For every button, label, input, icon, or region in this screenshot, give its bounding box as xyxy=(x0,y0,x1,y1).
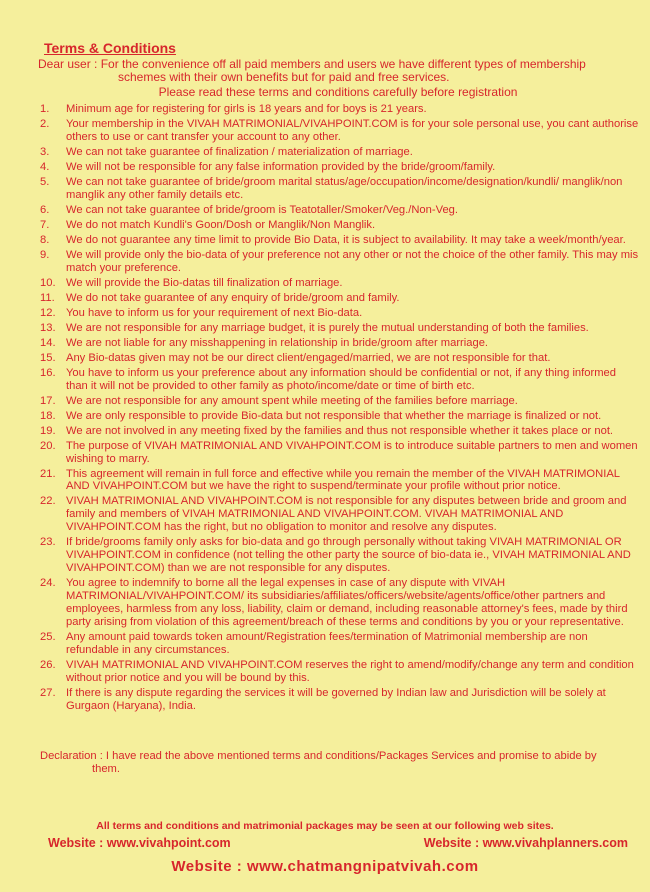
term-text: We are not liable for any misshappening in relationship in bride/groom after marriage. xyxy=(66,336,489,349)
term-item xyxy=(40,204,640,217)
term-number: 23. xyxy=(40,536,56,549)
term-number: 17. xyxy=(40,394,56,407)
term-item xyxy=(40,219,640,232)
term-number: 18. xyxy=(40,409,56,422)
term-item xyxy=(40,234,640,247)
term-number: 10. xyxy=(40,276,56,289)
term-text: VIVAH MATRIMONIAL AND VIVAHPOINT.COM reserves the right to amend/modify/change any term and condition without prior notice and you will be bound by this. xyxy=(66,658,634,684)
term-text: We will provide the Bio-datas till finalization of marriage. xyxy=(66,276,343,289)
term-number: 9. xyxy=(40,248,50,261)
term-item xyxy=(40,468,640,494)
term-number: 13. xyxy=(40,321,56,334)
term-text: We are not involved in any meeting fixed by the families and thus not responsible whether it takes place or not. xyxy=(66,424,614,437)
term-item xyxy=(40,352,640,365)
term-number: 2. xyxy=(40,118,50,130)
term-text: Your membership in the VIVAH MATRIMONIAL/VIVAHPOINT.COM is for your sole personal use, you cant authorise others to use or cant transfer your account to any other. xyxy=(66,118,639,143)
term-item xyxy=(40,425,640,438)
document-title: Terms & Conditions xyxy=(44,40,176,56)
declaration-line-1: Declaration : I have read the above mentioned terms and conditions/Packages Services and promise to abide by xyxy=(40,750,597,762)
term-number: 6. xyxy=(40,203,50,216)
term-number: 26. xyxy=(40,658,56,671)
term-number: 21. xyxy=(40,467,56,480)
term-item xyxy=(40,577,640,629)
term-text: We will not be responsible for any false information provided by the bride/groom/family. xyxy=(66,160,496,173)
term-text: This agreement will remain in full force and effective while you remain the member of the VIVAH MATRIMONIAL AND VIVAHPOINT.COM but we have the right to suspend/terminate your profile without prior notice. xyxy=(66,467,620,493)
term-item xyxy=(40,103,640,116)
term-number: 5. xyxy=(40,175,50,188)
terms-list xyxy=(40,103,640,715)
term-text: We do not guarantee any time limit to provide Bio Data, it is subject to availability. It may take a week/month/year. xyxy=(66,233,626,246)
term-number: 11. xyxy=(40,291,55,304)
term-text: VIVAH MATRIMONIAL AND VIVAHPOINT.COM is not responsible for any disputes between bride and groom and family and members of VIVAH MATRIMONIAL AND VIVAHPOINT.COM. VIVAH MATRIMONIAL AND VIVAHPOINT.COM has the right, but no obligation to monitor and resolve any disputes. xyxy=(66,495,627,534)
term-item xyxy=(40,249,640,275)
term-item xyxy=(40,337,640,350)
declaration-line-2: them. xyxy=(92,762,120,775)
term-text: We do not match Kundli's Goon/Dosh or Manglik/Non Manglik. xyxy=(66,218,376,231)
term-number: 27. xyxy=(40,686,56,699)
term-item xyxy=(40,367,640,393)
intro-line-1: Dear user : For the convenience off all paid members and users we have different types of membership xyxy=(38,57,586,71)
term-text: The purpose of VIVAH MATRIMONIAL AND VIVAHPOINT.COM is to introduce suitable partners to men and women wishing to marry. xyxy=(66,439,638,465)
term-number: 14. xyxy=(40,336,56,349)
term-number: 1. xyxy=(40,103,50,115)
term-item xyxy=(40,687,640,713)
term-item xyxy=(40,277,640,290)
declaration xyxy=(40,750,640,776)
term-text: You have to inform us for your requirement of next Bio-data. xyxy=(66,306,363,319)
term-number: 20. xyxy=(40,439,56,452)
term-item xyxy=(40,495,640,534)
term-text: You agree to indemnify to borne all the legal expenses in case of any dispute with VIVAH MATRIMONIAL/VIVAHPOINT.COM/ its subsidiaries/affiliates/officers/website/agents/office/other partners and employees, harmless from any loss, liability, claim or demand, including reasonable attorney's fees, made by third party arising from violation of this agreement/breach of these terms and conditions by you or your representative. xyxy=(66,577,628,628)
term-text: Minimum age for registering for girls is 18 years and for boys is 21 years. xyxy=(66,103,427,115)
term-item xyxy=(40,631,640,657)
intro-line-2: schemes with their own benefits but for paid and free services. xyxy=(118,70,450,84)
term-number: 16. xyxy=(40,366,56,379)
term-text: We can not take guarantee of bride/groom marital status/age/occupation/income/designation/kundli/ manglik/non manglik any other family details etc. xyxy=(66,175,623,201)
term-number: 3. xyxy=(40,145,50,158)
term-text: We can not take guarantee of finalization / materialization of marriage. xyxy=(66,145,413,158)
term-number: 24. xyxy=(40,577,56,590)
term-item xyxy=(40,440,640,466)
term-text: If bride/grooms family only asks for bio-data and go through personally without taking VIVAH MATRIMONIAL OR VIVAHPOINT.COM in confidence (not telling the other party the source of bio-data ie., VIVAH MATRIMONIAL AND VIVAHPOINT.COM) than we are not responsible for any disputes. xyxy=(66,536,631,575)
term-item xyxy=(40,322,640,335)
term-number: 7. xyxy=(40,218,50,231)
term-item xyxy=(40,307,640,320)
term-item xyxy=(40,118,640,144)
term-number: 8. xyxy=(40,233,50,246)
term-number: 19. xyxy=(40,424,56,437)
website-vivahplanners: Website : www.vivahplanners.com xyxy=(423,836,628,850)
term-text: We are only responsible to provide Bio-data but not responsible that whether the marriage is finalized or not. xyxy=(66,409,602,422)
term-number: 4. xyxy=(40,160,50,173)
term-item xyxy=(40,410,640,423)
term-item xyxy=(40,536,640,575)
term-text: We do not take guarantee of any enquiry of bride/groom and family. xyxy=(66,291,400,304)
term-item xyxy=(40,659,640,685)
term-item xyxy=(40,146,640,159)
term-number: 25. xyxy=(40,630,56,643)
term-text: Any amount paid towards token amount/Registration fees/termination of Matrimonial membership are non refundable in any circumstances. xyxy=(66,630,588,656)
term-number: 15. xyxy=(40,351,56,364)
term-item xyxy=(40,395,640,408)
term-item xyxy=(40,292,640,305)
term-text: We can not take guarantee of bride/groom is Teatotaller/Smoker/Veg./Non-Veg. xyxy=(66,203,458,216)
term-number: 12. xyxy=(40,306,56,319)
term-text: Any Bio-datas given may not be our direct client/engaged/married, we are not responsible for that. xyxy=(66,351,551,364)
term-text: We are not responsible for any marriage budget, it is purely the mutual understanding of both the families. xyxy=(66,321,589,334)
term-item xyxy=(40,176,640,202)
term-text: We will provide only the bio-data of your preference not any other or not the choice of the other family. This may mis match your preference. xyxy=(66,248,639,274)
website-vivahpoint: Website : www.vivahpoint.com xyxy=(48,836,231,850)
intro-paragraph xyxy=(38,58,638,99)
footer-note: All terms and conditions and matrimonial packages may be seen at our following web sites. xyxy=(96,820,554,832)
term-item xyxy=(40,161,640,174)
intro-line-3: Please read these terms and conditions carefully before registration xyxy=(158,85,518,99)
term-text: We are not responsible for any amount spent while meeting of the families before marriage. xyxy=(66,394,518,407)
term-text: You have to inform us your preference about any information should be confidential or not, if any thing informed than it will not be provided to other family as photo/income/date or time of birth etc. xyxy=(66,366,616,392)
website-chatmangnipatvivah: Website : www.chatmangnipatvivah.com xyxy=(171,858,479,875)
term-text: If there is any dispute regarding the services it will be governed by Indian law and Jurisdiction will be solely at Gurgaon (Haryana), India. xyxy=(66,686,606,712)
term-number: 22. xyxy=(40,495,56,508)
